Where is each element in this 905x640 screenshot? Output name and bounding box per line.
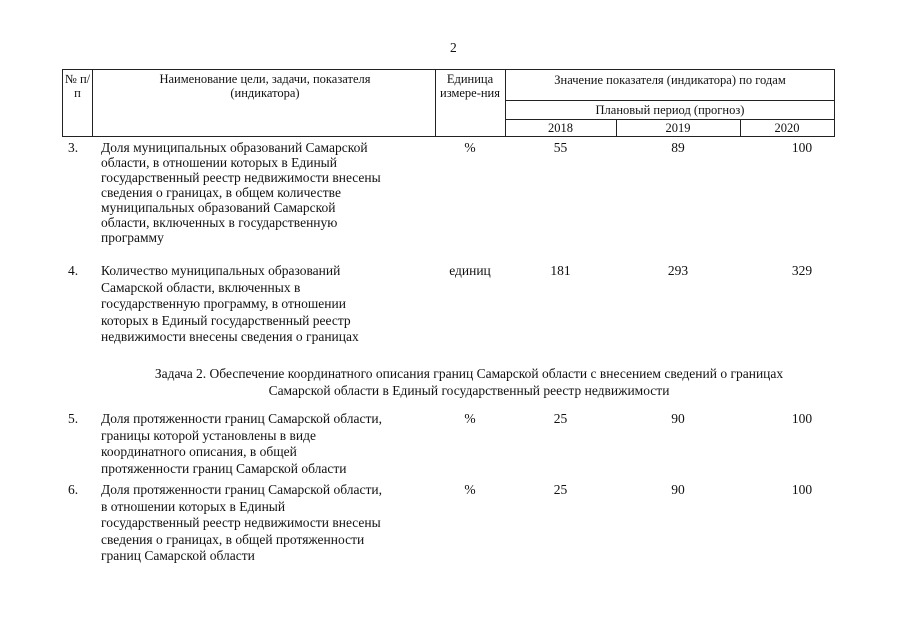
row-value-2020: 100	[791, 140, 813, 155]
row-number: 4.	[68, 263, 79, 278]
row-unit: единиц	[449, 263, 491, 278]
row-value-2019: 90	[671, 482, 685, 497]
header-col-no: № п/ п	[64, 72, 91, 100]
row-value-2020: 100	[791, 411, 813, 426]
row-unit: %	[464, 482, 476, 497]
row-value-2020: 100	[791, 482, 813, 497]
row-value-2018: 25	[553, 482, 568, 497]
header-year-2018: 2018	[548, 121, 573, 135]
row-name: Доля протяженности границ Самарской области, в отношении которых в Единый государственный реестр недвижимости внесены сведения о границах, в общей протяженности границ Самарской области	[101, 482, 382, 563]
row-value-2018: 55	[553, 140, 568, 155]
header-col-unit: Единица измере-ния	[440, 72, 500, 100]
header-col-values: Значение показателя (индикатора) по годам	[554, 73, 786, 87]
header-year-2020: 2020	[774, 121, 800, 135]
row-number: 5.	[68, 411, 79, 426]
header-plan-period: Плановый период (прогноз)	[595, 103, 745, 117]
row-value-2020: 329	[791, 263, 813, 278]
row-name: Доля протяженности границ Самарской области, границы которой установлены в виде координатного описания, в общей протяженности границ Самарской области	[101, 411, 382, 476]
row-number: 6.	[68, 482, 79, 497]
row-name: Количество муниципальных образований Самарской области, включенных в государственную программу, в отношении которых в Единый государственный реестр недвижимости внесены сведения о границах	[101, 263, 359, 344]
row-value-2019: 89	[671, 140, 685, 155]
row-value-2019: 293	[667, 263, 689, 278]
header-col-name: Наименование цели, задачи, показателя (индикатора)	[159, 72, 371, 100]
task-2-heading: Задача 2. Обеспечение координатного описания границ Самарской области с внесением сведений о границах Самарской области в Единый государственный реестр недвижимости	[154, 366, 784, 398]
row-name: Доля муниципальных образований Самарской области, в отношении которых в Единый государственный реестр недвижимости внесены сведения о границах, в общем количестве муниципальных образований Самарской области, включенных в государственную программу	[101, 140, 381, 245]
row-value-2018: 25	[553, 411, 568, 426]
page-number: 2	[450, 40, 457, 55]
header-year-2019: 2019	[665, 121, 691, 135]
row-unit: %	[464, 140, 476, 155]
row-number: 3.	[68, 140, 79, 155]
row-unit: %	[464, 411, 476, 426]
row-value-2019: 90	[671, 411, 685, 426]
row-value-2018: 181	[550, 263, 571, 278]
